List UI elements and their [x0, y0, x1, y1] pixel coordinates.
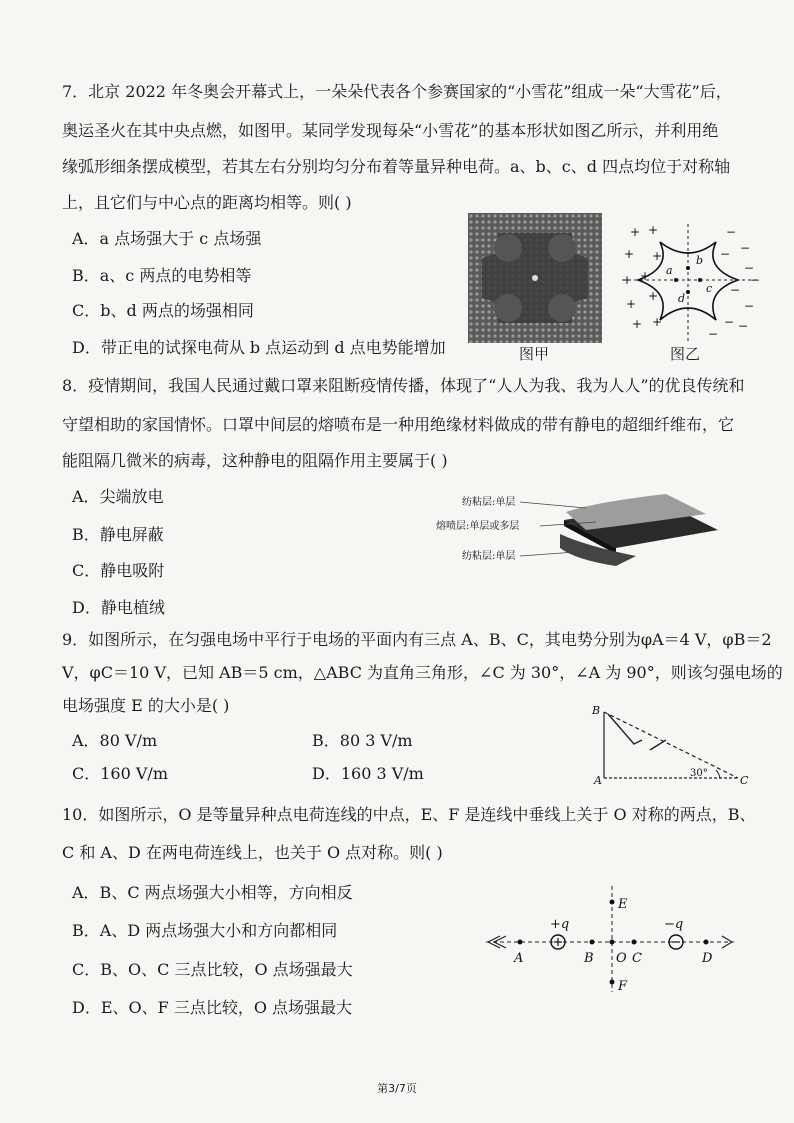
svg-text:+: + — [652, 315, 663, 329]
q10-line-2: C 和 A、D 在两电荷连线上，也关于 O 点对称。则( ) — [62, 843, 443, 862]
svg-text:−: − — [738, 319, 749, 333]
svg-text:+: + — [648, 223, 659, 237]
q9-option-d: D．160 3 V/m — [312, 764, 424, 783]
svg-text:−: − — [724, 315, 735, 329]
svg-text:+: + — [648, 289, 659, 303]
svg-text:−: − — [750, 273, 760, 287]
q8-label-middle: 熔喷层:单层或多层 — [436, 521, 520, 532]
q7-option-a: A．a 点场强大于 c 点场强 — [72, 229, 262, 248]
q8-option-c: C．静电吸附 — [72, 561, 165, 580]
svg-text:+: + — [630, 225, 641, 239]
svg-text:−: − — [726, 225, 737, 239]
q10-charges-figure — [484, 882, 740, 994]
svg-text:+: + — [622, 273, 633, 287]
q8-option-b: B．静电屏蔽 — [72, 525, 164, 544]
q10-point-o-label: O — [616, 951, 627, 966]
q10-minus-charge-label: −q — [664, 917, 684, 932]
q9-option-b: B．80 3 V/m — [312, 731, 413, 750]
q7-line-1: 7．北京 2022 年冬奥会开幕式上，一朵朵代表各个参赛国家的“小雪花”组成一朵“大雪花”后， — [62, 82, 732, 101]
q10-line-1: 10．如图所示，O 是等量异种点电荷连线的中点，E、F 是连线中垂线上关于 O 对称的两点，B、 — [62, 805, 756, 824]
q9-triangle-figure — [590, 700, 750, 786]
svg-text:−: − — [740, 241, 751, 255]
q7-option-c: C．b、d 两点的场强相同 — [72, 301, 254, 320]
q7-figure-jia-caption: 图甲 — [519, 345, 550, 363]
point-b-label: b — [696, 254, 704, 267]
q7-figure-yi-caption: 图乙 — [670, 345, 701, 363]
point-d-label: d — [678, 292, 686, 305]
q9-point-c-label: C — [740, 774, 749, 786]
q7-option-b: B．a、c 两点的电势相等 — [72, 266, 252, 285]
q10-point-b-label: B — [584, 951, 594, 966]
svg-text:+: + — [624, 247, 635, 261]
q9-line-1: 9．如图所示，在匀强电场中平行于电场的平面内有三点 A、B、C，其电势分别为φA＝4 V，φB＝2 — [62, 630, 772, 649]
q7-line-2: 奥运圣火在其中央点燃，如图甲。某同学发现每朵“小雪花”的基本形状如图乙所示，并利用绝 — [62, 121, 719, 140]
q8-line-2: 守望相助的家国情怀。口罩中间层的熔喷布是一种用绝缘材料做成的带有静电的超细纤维布，它 — [62, 415, 735, 434]
q10-plus-charge-label: +q — [550, 917, 570, 932]
point-a-label: a — [666, 264, 673, 277]
q7-option-d: D．带正电的试探电荷从 b 点运动到 d 点电势能增加 — [72, 338, 446, 357]
svg-text:+: + — [640, 269, 651, 283]
q10-option-b: B．A、D 两点场强大小和方向都相同 — [72, 921, 338, 940]
q9-angle-label: 30° — [690, 768, 708, 779]
svg-text:−: − — [720, 247, 731, 261]
q10-option-c: C．B、O、C 三点比较，O 点场强最大 — [72, 960, 353, 979]
q9-point-a-label: A — [594, 774, 602, 786]
q8-mask-layers-figure — [436, 490, 726, 575]
svg-text:+: + — [626, 297, 637, 311]
q9-option-a: A．80 V/m — [72, 731, 158, 750]
q10-point-c-label: C — [632, 951, 642, 966]
q9-line-2: V，φC＝10 V，已知 AB＝5 cm，△ABC 为直角三角形，∠C 为 30°，∠A 为 90°，则该匀强电场的 — [62, 663, 783, 682]
page-number: 第3/7页 — [377, 1082, 417, 1095]
q10-point-d-label: D — [702, 951, 713, 966]
q8-label-top: 纺粘层:单层 — [462, 497, 516, 508]
q8-option-d: D．静电植绒 — [72, 598, 165, 617]
q10-point-a-label: A — [514, 951, 524, 966]
q10-point-e-label: E — [618, 897, 628, 912]
q7-line-4: 上，且它们与中心点的距离均相等。则( ) — [62, 193, 352, 212]
q10-point-f-label: F — [618, 979, 628, 994]
svg-text:−: − — [744, 299, 755, 313]
q9-option-c: C．160 V/m — [72, 764, 168, 783]
q7-figure-yi-diagram — [620, 222, 760, 344]
q9-point-b-label: B — [592, 704, 601, 717]
q8-option-a: A．尖端放电 — [72, 487, 164, 506]
q8-label-bottom: 纺粘层:单层 — [462, 551, 516, 562]
svg-text:−: − — [708, 327, 719, 341]
svg-text:+: + — [652, 249, 663, 263]
q7-line-3: 缘弧形细条摆成模型，若其左右分别均匀分布着等量异种电荷。a、b、c、d 四点均位于对称轴 — [62, 157, 731, 176]
svg-text:−: − — [730, 283, 741, 297]
q10-option-d: D．E、O、F 三点比较，O 点场强最大 — [72, 998, 353, 1017]
svg-text:−: − — [744, 261, 755, 275]
q8-line-1: 8．疫情期间，我国人民通过戴口罩来阻断疫情传播，体现了“人人为我、我为人人”的优良传统和 — [62, 376, 745, 395]
q7-figure-jia-photo — [468, 213, 602, 343]
q9-line-3: 电场强度 E 的大小是( ) — [62, 696, 230, 715]
q10-option-a: A．B、C 两点场强大小相等，方向相反 — [72, 883, 353, 902]
q8-line-3: 能阻隔几微米的病毒，这种静电的阻隔作用主要属于( ) — [62, 451, 448, 470]
svg-text:+: + — [632, 317, 643, 331]
point-c-label: c — [706, 282, 713, 295]
